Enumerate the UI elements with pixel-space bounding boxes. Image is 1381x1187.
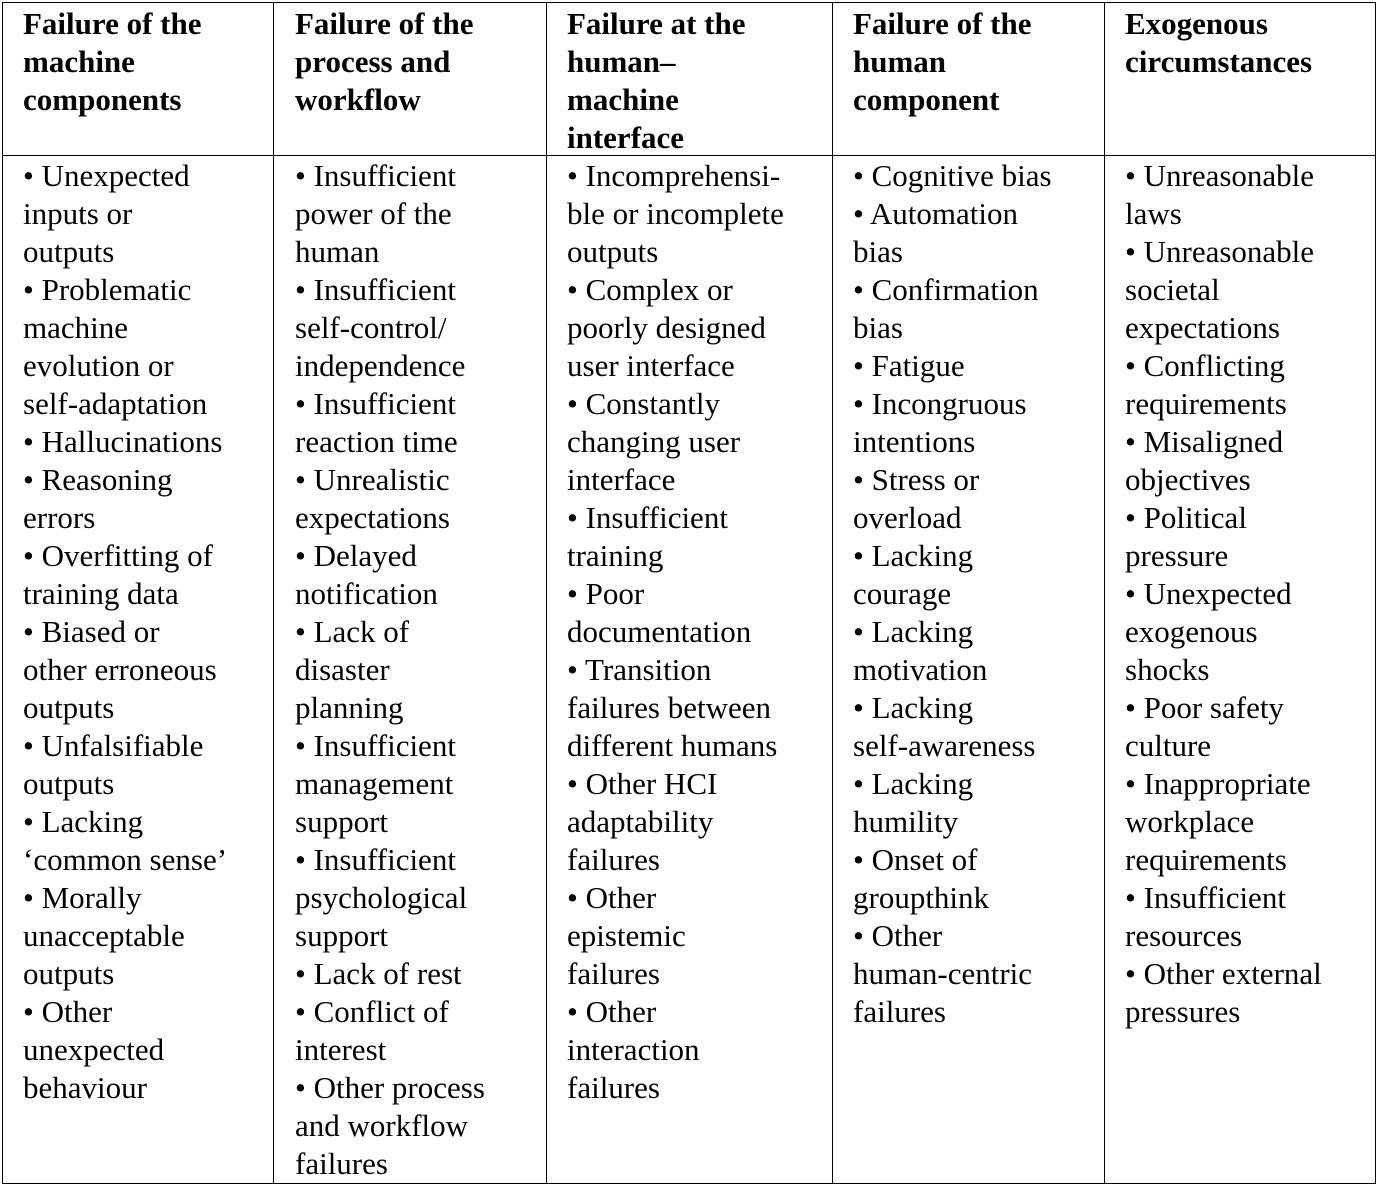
list-item-line: failures (295, 1146, 388, 1181)
list-item-line: behaviour (23, 1070, 147, 1105)
header-exogenous-circumstances (1125, 5, 1375, 81)
list-item-line: • Hallucinations (23, 424, 223, 459)
list-item-line: interface (567, 462, 676, 497)
list-item-line: • Incomprehensi- (567, 158, 781, 193)
list-item-line: • Inappropriate (1125, 766, 1311, 801)
header-line: circumstances (1125, 44, 1313, 79)
header-line: Failure at the (567, 6, 746, 41)
list-item-line: outputs (23, 956, 115, 991)
header-human-component (853, 5, 1103, 119)
list-item-line: reaction time (295, 424, 458, 459)
list-item-line: evolution or (23, 348, 174, 383)
list-item-line: • Unreasonable (1125, 234, 1315, 269)
list-item-line: • Insufficient (295, 386, 456, 421)
column-divider-2 (546, 3, 547, 1183)
list-item-line: human-centric (853, 956, 1033, 991)
list-item-line: • Constantly (567, 386, 720, 421)
list-item-line: documentation (567, 614, 752, 649)
list-item-line: • Misaligned (1125, 424, 1284, 459)
list-item-line: different humans (567, 728, 778, 763)
list-item-line: • Insufficient (295, 842, 456, 877)
column-divider-3 (832, 3, 833, 1183)
list-item-line: • Overfitting of (23, 538, 213, 573)
human-machine-interface-list (567, 157, 832, 1107)
list-item-line: failures between (567, 690, 771, 725)
list-item-line: • Lack of (295, 614, 410, 649)
list-item-line: • Insufficient (295, 158, 456, 193)
list-item-line: expectations (295, 500, 450, 535)
list-item-line: planning (295, 690, 404, 725)
column-divider-4 (1104, 3, 1105, 1183)
list-item-line: • Other (23, 994, 113, 1029)
list-item-line: laws (1125, 196, 1182, 231)
list-item-line: • Poor (567, 576, 645, 611)
header-line: Failure of the (23, 6, 202, 41)
list-item-line: • Biased or (23, 614, 160, 649)
list-item-line: culture (1125, 728, 1212, 763)
list-item-line: management (295, 766, 454, 801)
list-item-line: outputs (23, 766, 115, 801)
list-item-line: motivation (853, 652, 988, 687)
header-line: machine (23, 44, 135, 79)
list-item-line: support (295, 804, 388, 839)
list-item-line: changing user (567, 424, 741, 459)
list-item-line: outputs (23, 690, 115, 725)
header-line: machine (567, 82, 679, 117)
machine-components-list (23, 157, 273, 1107)
list-item-line: self-awareness (853, 728, 1036, 763)
list-item-line: disaster (295, 652, 390, 687)
header-line: human (853, 44, 947, 79)
exogenous-circumstances-list (1125, 157, 1377, 1031)
list-item-line: objectives (1125, 462, 1251, 497)
list-item-line: • Delayed (295, 538, 417, 573)
list-item-line: failures (853, 994, 946, 1029)
list-item-line: outputs (23, 234, 115, 269)
list-item-line: expectations (1125, 310, 1280, 345)
list-item-line: failures (567, 842, 660, 877)
list-item-line: • Other HCI (567, 766, 718, 801)
list-item-line: • Lacking (853, 538, 974, 573)
list-item-line: • Conflict of (295, 994, 449, 1029)
header-line: human– (567, 44, 676, 79)
list-item-line: human (295, 234, 380, 269)
list-item-line: unacceptable (23, 918, 185, 953)
list-item-line: • Lacking (853, 690, 974, 725)
list-item-line: • Problematic (23, 272, 192, 307)
list-item-line: groupthink (853, 880, 990, 915)
failure-taxonomy-table (2, 2, 1376, 1184)
list-item-line: user interface (567, 348, 735, 383)
list-item-line: epistemic (567, 918, 686, 953)
header-line: workflow (295, 82, 421, 117)
list-item-line: requirements (1125, 842, 1287, 877)
list-item-line: self-adaptation (23, 386, 208, 421)
list-item-line: humility (853, 804, 959, 839)
list-item-line: • Automation (853, 196, 1018, 231)
human-component-list (853, 157, 1103, 1031)
list-item-line: • Other process (295, 1070, 485, 1105)
list-item-line: psychological (295, 880, 468, 915)
list-item-line: failures (567, 1070, 660, 1105)
list-item-line: pressures (1125, 994, 1241, 1029)
list-item-line: intentions (853, 424, 976, 459)
list-item-line: interaction (567, 1032, 700, 1067)
list-item-line: bias (853, 310, 903, 345)
list-item-line: poorly designed (567, 310, 766, 345)
list-item-line: inputs or (23, 196, 133, 231)
list-item-line: independence (295, 348, 466, 383)
list-item-line: • Reasoning (23, 462, 173, 497)
list-item-line: support (295, 918, 388, 953)
list-item-line: • Insufficient (295, 272, 456, 307)
list-item-line: ‘common sense’ (23, 842, 228, 877)
list-item-line: outputs (567, 234, 659, 269)
header-line: interface (567, 120, 685, 155)
list-item-line: workplace (1125, 804, 1255, 839)
list-item-line: resources (1125, 918, 1243, 953)
list-item-line: ble or incomplete (567, 196, 784, 231)
list-item-line: • Complex or (567, 272, 733, 307)
list-item-line: • Incongruous (853, 386, 1027, 421)
list-item-line: courage (853, 576, 952, 611)
header-process-workflow (295, 5, 545, 119)
list-item-line: • Other (853, 918, 943, 953)
list-item-line: • Unexpected (1125, 576, 1292, 611)
list-item-line: • Unreasonable (1125, 158, 1315, 193)
list-item-line: • Insufficient (567, 500, 728, 535)
list-item-line: • Political (1125, 500, 1247, 535)
list-item-line: • Lacking (23, 804, 144, 839)
list-item-line: failures (567, 956, 660, 991)
list-item-line: power of the (295, 196, 452, 231)
header-line: component (853, 82, 1000, 117)
list-item-line: • Lacking (853, 766, 974, 801)
list-item-line: • Stress or (853, 462, 980, 497)
list-item-line: bias (853, 234, 903, 269)
header-machine-components (23, 5, 271, 119)
process-workflow-list (295, 157, 545, 1183)
list-item-line: • Unexpected (23, 158, 190, 193)
list-item-line: training (567, 538, 664, 573)
list-item-line: • Conflicting (1125, 348, 1285, 383)
list-item-line: pressure (1125, 538, 1229, 573)
list-item-line: • Insufficient (1125, 880, 1286, 915)
column-divider-1 (273, 3, 274, 1183)
list-item-line: • Other (567, 994, 657, 1029)
list-item-line: other erroneous (23, 652, 217, 687)
list-item-line: • Confirmation (853, 272, 1039, 307)
list-item-line: • Other external (1125, 956, 1322, 991)
list-item-line: societal (1125, 272, 1220, 307)
list-item-line: shocks (1125, 652, 1210, 687)
list-item-line: requirements (1125, 386, 1287, 421)
header-line: Failure of the (853, 6, 1032, 41)
list-item-line: and workflow (295, 1108, 469, 1143)
header-human-machine-interface (567, 5, 831, 157)
list-item-line: errors (23, 500, 96, 535)
list-item-line: • Poor safety (1125, 690, 1284, 725)
list-item-line: • Lacking (853, 614, 974, 649)
list-item-line: adaptability (567, 804, 714, 839)
header-line: Failure of the (295, 6, 474, 41)
list-item-line: • Unrealistic (295, 462, 450, 497)
header-line: process and (295, 44, 451, 79)
list-item-line: machine (23, 310, 129, 345)
list-item-line: • Lack of rest (295, 956, 462, 991)
list-item-line: training data (23, 576, 179, 611)
list-item-line: • Cognitive bias (853, 158, 1052, 193)
list-item-line: • Insufficient (295, 728, 456, 763)
list-item-line: • Onset of (853, 842, 978, 877)
list-item-line: • Unfalsifiable (23, 728, 204, 763)
header-line: Exogenous (1125, 6, 1268, 41)
list-item-line: • Morally (23, 880, 142, 915)
list-item-line: interest (295, 1032, 387, 1067)
list-item-line: notification (295, 576, 438, 611)
list-item-line: • Other (567, 880, 657, 915)
header-line: components (23, 82, 182, 117)
list-item-line: unexpected (23, 1032, 165, 1067)
list-item-line: self-control/ (295, 310, 447, 345)
list-item-line: • Fatigue (853, 348, 965, 383)
list-item-line: • Transition (567, 652, 712, 687)
list-item-line: exogenous (1125, 614, 1258, 649)
list-item-line: overload (853, 500, 962, 535)
